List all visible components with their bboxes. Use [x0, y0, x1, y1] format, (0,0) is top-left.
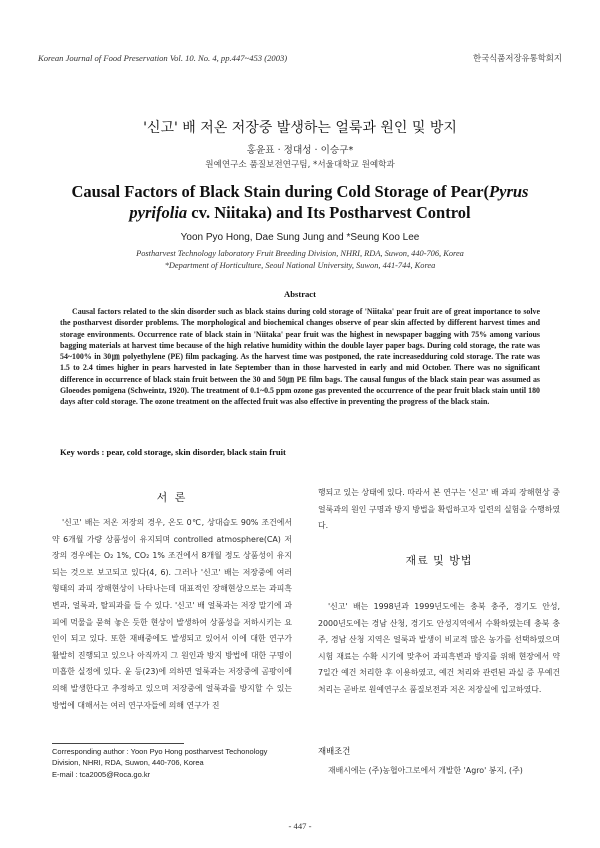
abstract-text: Causal factors related to the skin disorder such as black stains during cold storage of 'Niitaka' pear fruit are of great importance to solve the postharvest disorder problems. The morphological and biochemical changes observe of pear skin affected by different harvest times and storage environments. Occurrence rate of black stain in 'Niitaka' pear fruit was the highest in newspaper bagging with 75% among various bagging materials at harvest time because of the high relative humidity within the double layer paper bags. During cold storage, the rate was 54~100% in 30㎛ polyethylene (PE) film packaging. As the harvest time was postponed, the rate increasedduring cold storage. The rate was 1.5 to 2.4 times higher in pears harvested in late September than in those harvested in early and mid October. There was no significant difference in occurrence of black stain fruit between the 30 and 50㎛ PE film bags. The causal fungus of the black stain pear was assumed as Gloeodes pomigena (Schweintz, 1920). The treatment of 0.1~0.5 ppm ozone gas prevented the occurrence of the pear fruit black stain until 180 days after cold storage. The ozone treatment on the affected fruit was also effective in preventing the progress of the black stain. — [60, 307, 540, 407]
methods-paragraph: '신고' 배는 1998년과 1999년도에는 충북 충주, 경기도 안성, 2000년도에는 경남 산청, 경기도 안성지역에서 수확하였는데 충북 충주, 경남 산청 지역은 얼룩과 발생이 비교적 많은 농가를 선택하였으며 시험 재료는 수확 시기에 맞추어 과피흑변과 방지를 위해 현장에서 약 7일간 예건 처리한 후 이용하였고, 예건 처리와 관련된 과실 증 무예건 처리는 곧바로 원예연구소 품질보전과 저온 저장실에 입고하였다. — [318, 602, 560, 694]
journal-citation: Korean Journal of Food Preservation Vol. 10. No. 4, pp.447~453 (2003) — [38, 53, 288, 63]
subsection-heading: 재배조건 — [318, 746, 351, 756]
authors-english: Yoon Pyo Hong, Dae Sung Jung and *Seung Koo Lee — [180, 232, 420, 243]
footnote-line1: Corresponding author : Yoon Pyo Hong postharvest Techonology — [52, 747, 268, 756]
title-english-part1: Causal Factors of Black Stain during Cold Storage of Pear( — [71, 182, 490, 201]
keywords: Key words : pear, cold storage, skin disorder, black stain fruit — [60, 447, 286, 457]
journal-name-korean: 한국식품저장유통학회지 — [473, 53, 562, 63]
introduction-continued-paragraph: 행되고 있는 상태에 있다. 따라서 본 연구는 '신고' 배 과피 장해현상 중 얼룩과의 원인 구명과 방지 방법을 확립하고자 일련의 실험을 수행하였다. — [318, 488, 560, 531]
introduction-heading: 서 론 — [156, 491, 188, 504]
affiliation-korean: 원예연구소 품질보전연구팀, *서울대학교 원예학과 — [205, 160, 395, 170]
introduction-paragraph: '신고' 배는 저온 저장의 경우, 온도 0℃, 상대습도 90% 조건에서 약 6개월 가량 상품성이 유지되며 controlled atmosphere(CA) 저장의 경우에는 O₂ 1%, CO₂ 1% 조건에서 8개월 정도 상품성이 유지되는 것으로 보고되고 있다(4, 6). 그러나 '신고' 배는 저장중에 여러 형태의 과피 장해현상이 나타나는데 대표적인 장해현상으로는 과피흑변과, 얼룩과, 탈피과를 들 수 있다. '신고' 배 얼룩과는 저장 말기에 과피에 먹물을 묻혀 놓은 듯한 현상이 발생하여 상품성을 저하시키는 요인이 되고 있다. 또한 재배중에도 발생되고 있어서 이에 대한 연구가 활발히 진행되고 있으나 아직까지 그 원인과 방지 방법에 대한 구명이 미흡한 실정에 있다. 윤 등(23)에 의하면 얼룩과는 저장중에 곰팡이에 의해 발생한다고 추정하고 있으며 저장중에 얼룩과를 방지할 수 있는 방법에 대해서는 여러 연구자들에 의해 연구가 진 — [52, 518, 292, 710]
methods-body — [318, 599, 560, 699]
subsection-text: 재배시에는 (주)농협아그로에서 개발한 'Agro' 봉지, (주) — [328, 766, 523, 775]
abstract-heading: Abstract — [284, 289, 316, 299]
footnote-rule — [52, 743, 184, 744]
authors-korean: 홍윤표 · 정대성 · 이승구* — [246, 145, 354, 156]
page-number: - 447 - — [288, 821, 312, 831]
footnote-line2: Division, NHRI, RDA, Suwon, 440-706, Korea — [52, 758, 204, 768]
corresponding-author-footnote — [52, 746, 300, 780]
affiliation-english-line2: *Department of Horticulture, Seoul National University, Suwon, 441-744, Korea — [164, 261, 436, 270]
introduction-body — [52, 515, 292, 714]
introduction-continued — [318, 485, 560, 535]
running-head — [38, 52, 562, 64]
footnote-email: E-mail : tca2005@Roca.go.kr — [52, 769, 151, 779]
title-korean: '신고' 배 저온 저장중 발생하는 얼룩과 원인 및 방지 — [143, 120, 457, 136]
methods-heading: 재료 및 방법 — [405, 554, 473, 567]
title-english-part2: cv. Niitaka) and Its Postharvest Control — [187, 203, 471, 222]
title-english — [50, 181, 550, 223]
title-english-species: Pyrus pyrifolia — [129, 182, 529, 222]
affiliation-english-line1: Postharvest Technology laboratory Fruit Breeding Division, NHRI, RDA, Suwon, 440-706, Korea — [136, 249, 464, 258]
affiliation-english — [0, 248, 600, 272]
